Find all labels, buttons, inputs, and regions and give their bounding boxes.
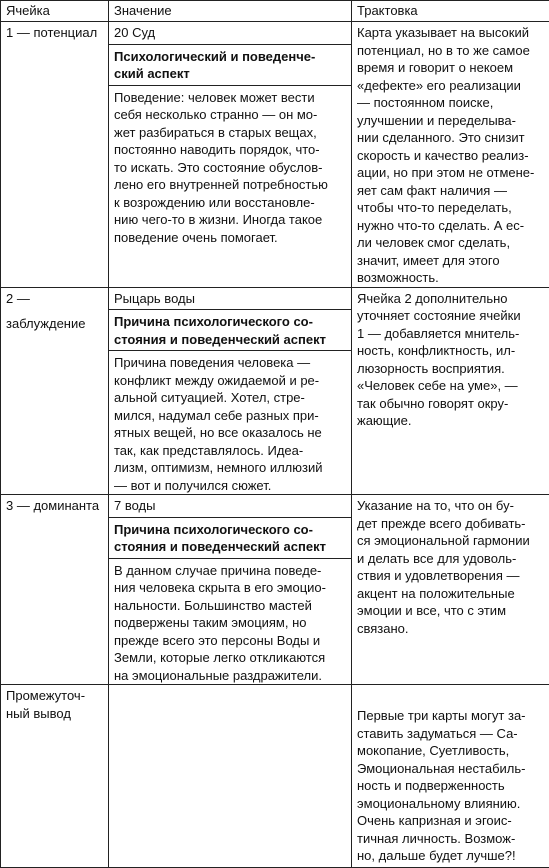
interpretation-line: яет сам факт наличия — [357, 182, 544, 200]
header-cell: Ячейка [1, 1, 109, 22]
aspect-heading-line: стояния и поведенческий аспект [114, 538, 346, 556]
divider [109, 309, 351, 310]
aspect-text-line: прежде всего это персоны Воды и [114, 632, 346, 650]
interpretation-line: жающие. [357, 412, 544, 430]
interpretation-line: улучшении и переделыва- [357, 112, 544, 130]
cell-name-line: заблуждение [6, 315, 103, 333]
cell-name [1, 495, 109, 685]
aspect-text-line: ятных вещей, но все оказалось не [114, 424, 346, 442]
divider [109, 85, 351, 86]
aspect-heading-line: Причина психологического со- [114, 521, 346, 539]
interpretation-line: Первые три карты могут за- [357, 707, 544, 725]
header-interpretation: Трактовка [352, 1, 549, 22]
interpretation-line: уточняет состояние ячейки [357, 307, 544, 325]
card-name: Рыцарь воды [114, 290, 346, 308]
aspect-text-line: поведение очень помогает. [114, 229, 346, 247]
header-value: Значение [109, 1, 352, 22]
interpretation-line: акцент на положительные [357, 585, 544, 603]
aspect-heading-line: стояния и поведенческий аспект [114, 331, 346, 349]
cell-name-line: ный вывод [6, 705, 103, 723]
cell-value [109, 22, 352, 288]
interpretation-line: «Человек себе на уме», — [357, 377, 544, 395]
cell-interpretation [352, 287, 549, 495]
aspect-heading-line: ский аспект [114, 65, 346, 83]
aspect-text-line: альной ситуацией. Хотел, стре- [114, 389, 346, 407]
interpretation-line: «дефекте» его реализации [357, 77, 544, 95]
cell-interpretation [352, 685, 549, 868]
aspect-text-line: то искать. Это состояние обуслов- [114, 159, 346, 177]
aspect-text-line: жет разбираться в старых вещах, [114, 124, 346, 142]
interpretation-line: люзорность восприятия. [357, 360, 544, 378]
interpretation-line: связано. [357, 620, 544, 638]
aspect-heading-line: Психологический и поведенче- [114, 48, 346, 66]
interpretation-line: тичная личность. Возмож- [357, 830, 544, 848]
divider [109, 558, 351, 559]
aspect-text-line: конфликт между ожидаемой и ре- [114, 372, 346, 390]
interpretation-line: Указание на то, что он бу- [357, 497, 544, 515]
aspect-text-line: Земли, которые легко откликаются [114, 649, 346, 667]
aspect-text-line: Причина поведения человека — [114, 354, 346, 372]
cell-name [1, 287, 109, 495]
interpretation-line: Эмоциональная нестабиль- [357, 760, 544, 778]
aspect-text-line: себя несколько странно — он мо- [114, 106, 346, 124]
aspect-text-line: постоянно наводить порядок, что- [114, 141, 346, 159]
table-row [1, 685, 549, 868]
interpretation-line: Очень капризная и эгоис- [357, 812, 544, 830]
aspect-text-line: лизм, оптимизм, немного иллюзий [114, 459, 346, 477]
divider [109, 350, 351, 351]
cell-interpretation [352, 495, 549, 685]
cell-name-line: 3 — доминанта [6, 497, 103, 515]
table-row [1, 287, 549, 495]
aspect-text-line: так, как представлялось. Идеа- [114, 442, 346, 460]
cell-value [109, 495, 352, 685]
interpretation-line: эмоции и все, что с этим [357, 602, 544, 620]
interpretation-line: потенциал, но в то же самое [357, 42, 544, 60]
interpretation-line: ность, конфликтность, ил- [357, 342, 544, 360]
interpretation-line: ли человек смог сделать, [357, 234, 544, 252]
interpretation-line: нужно что-то сделать. А ес- [357, 217, 544, 235]
aspect-text-line: ния человека скрыта в его эмоцио- [114, 579, 346, 597]
interpretation-line: но, дальше будет лучше?! [357, 847, 544, 865]
card-name: 20 Суд [114, 24, 346, 42]
aspect-text-line: мился, надумал себе разных при- [114, 407, 346, 425]
aspect-text-line: нию чего-то в жизни. Иногда такое [114, 211, 346, 229]
interpretation-line: возможность. [357, 269, 544, 287]
interpretation-line: — постоянном поиске, [357, 94, 544, 112]
interpretation-line: Карта указывает на высокий [357, 24, 544, 42]
aspect-text-line: подвержены таким эмоциям, но [114, 614, 346, 632]
interpretation-line: чтобы что-то переделать, [357, 199, 544, 217]
interpretation-line: время и говорит о некоем [357, 59, 544, 77]
aspect-text-line: к возрождению или восстановле- [114, 194, 346, 212]
interpretation-line: значит, имеет для этого [357, 252, 544, 270]
cell-name [1, 22, 109, 288]
aspect-text-line: лено его внутренней потребностью [114, 176, 346, 194]
divider [109, 44, 351, 45]
aspect-text-line: В данном случае причина поведе- [114, 562, 346, 580]
table-row [1, 22, 549, 288]
interpretation-line: скорость и качество реализ- [357, 147, 544, 165]
cell-name-line: 1 — потенциал [6, 24, 103, 42]
interpretation-line: ации, но при этом не отмене- [357, 164, 544, 182]
interpretation-line: ствия и удовлетворения — [357, 567, 544, 585]
cell-value [109, 287, 352, 495]
interpretation-line: нии сделанного. Это снизит [357, 129, 544, 147]
interpretation-line: Ячейка 2 дополнительно [357, 290, 544, 308]
cell-value [109, 685, 352, 868]
divider [109, 517, 351, 518]
interpretation-line: ность и подверженность [357, 777, 544, 795]
interpretation-line: 1 — добавляется мнитель- [357, 325, 544, 343]
aspect-text-line: нальности. Большинство мастей [114, 597, 346, 615]
interpretation-line: и делать все для удоволь- [357, 550, 544, 568]
cell-name-line: 2 — [6, 290, 103, 308]
interpretation-line: дет прежде всего добивать- [357, 515, 544, 533]
card-name: 7 воды [114, 497, 346, 515]
table-row [1, 495, 549, 685]
cell-name [1, 685, 109, 868]
aspect-text-line: — вот и получился сюжет. [114, 477, 346, 495]
aspect-heading-line: Причина психологического со- [114, 313, 346, 331]
cell-interpretation [352, 22, 549, 288]
cell-name-line: Промежуточ- [6, 687, 103, 705]
interpretation-line: мокопание, Суетливость, [357, 742, 544, 760]
interpretation-line: ставить задуматься — Са- [357, 725, 544, 743]
aspect-text-line: Поведение: человек может вести [114, 89, 346, 107]
table-header-row [1, 1, 549, 22]
interpretation-line: эмоциональному влиянию. [357, 795, 544, 813]
interpretation-line: так обычно говорят окру- [357, 395, 544, 413]
aspect-text-line: на эмоциональные раздражители. [114, 667, 346, 685]
interpretation-line: ся эмоциональной гармонии [357, 532, 544, 550]
